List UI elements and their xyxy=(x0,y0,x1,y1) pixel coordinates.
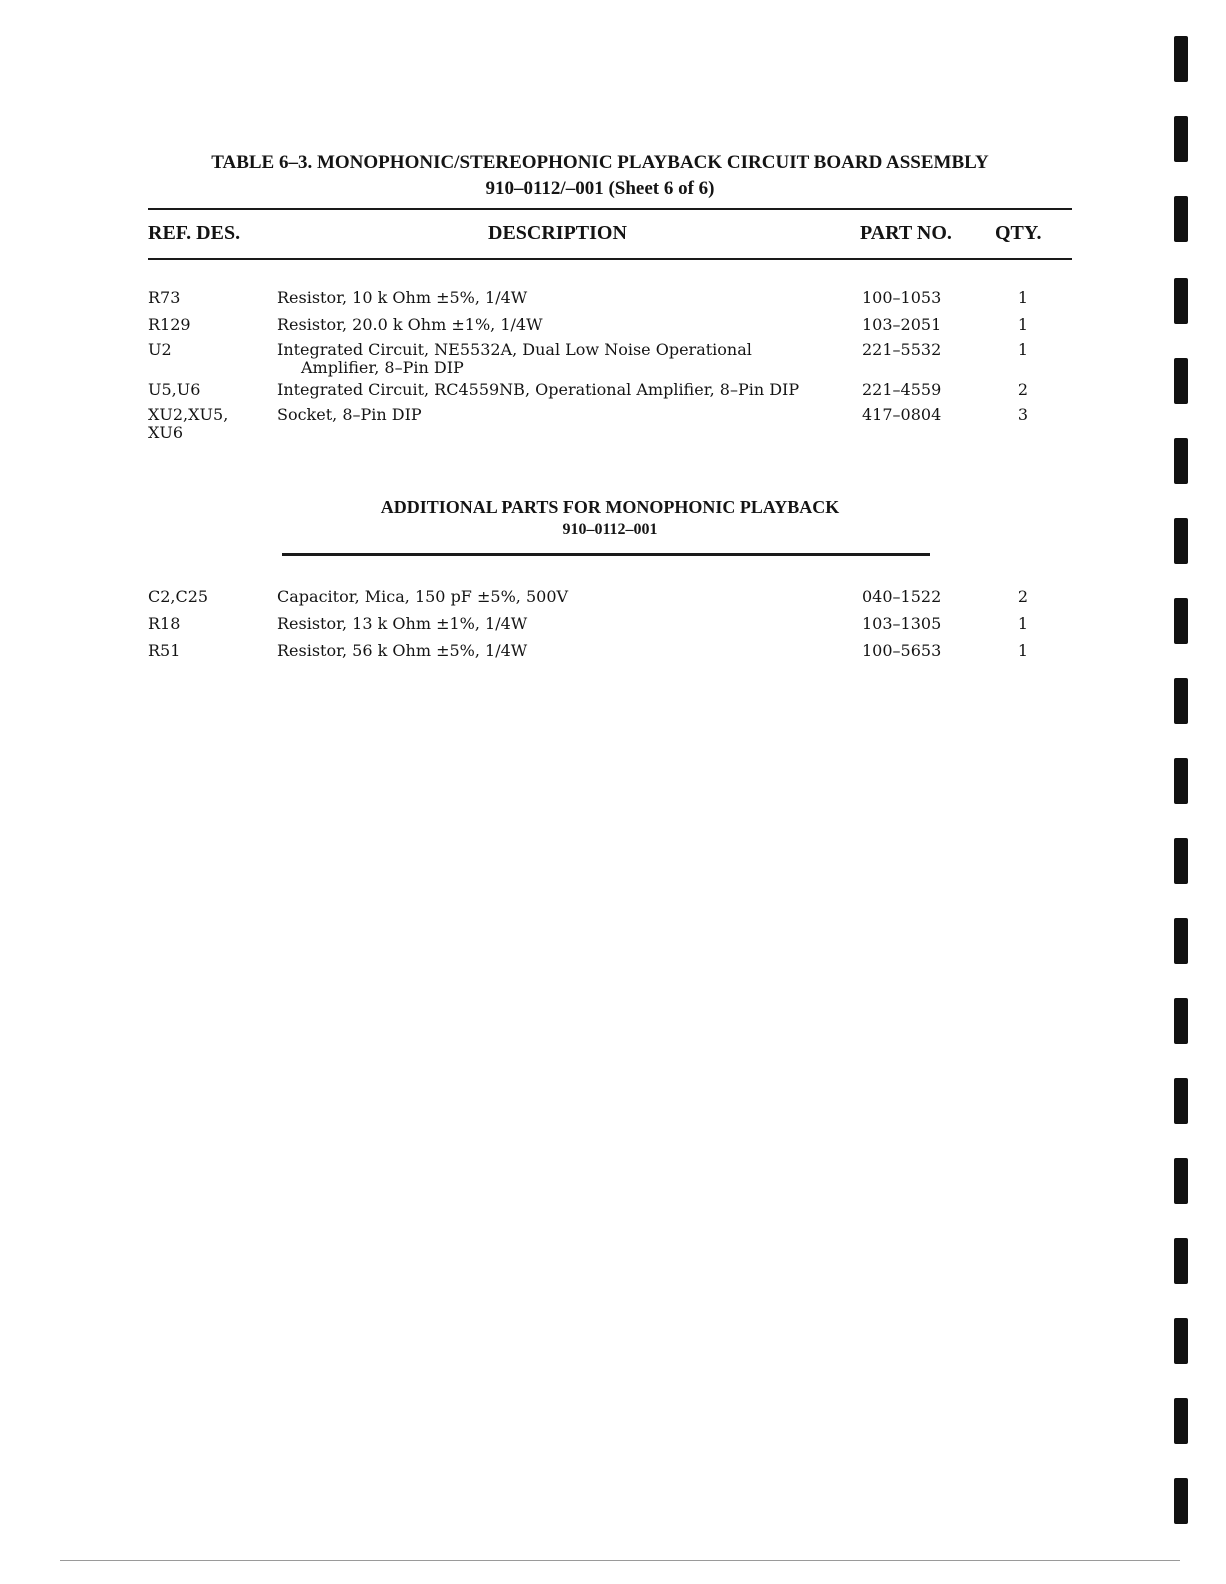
binding-mark xyxy=(1174,1238,1188,1284)
binding-mark xyxy=(1174,116,1188,162)
binding-mark xyxy=(1174,1478,1188,1524)
quantity: 3 xyxy=(1017,405,1029,424)
binding-mark xyxy=(1174,838,1188,884)
binding-mark xyxy=(1174,678,1188,724)
table-title-line2: 910–0112/–001 (Sheet 6 of 6) xyxy=(485,178,715,199)
ref-designator: R51 xyxy=(148,641,181,660)
description: Socket, 8–Pin DIP xyxy=(277,405,422,424)
description: Resistor, 20.0 k Ohm ±1%, 1/4W xyxy=(277,315,543,334)
binding-mark xyxy=(1174,358,1188,404)
quantity: 2 xyxy=(1017,587,1029,606)
part-number: 221–4559 xyxy=(862,380,942,399)
binding-mark xyxy=(1174,36,1188,82)
ref-designator-line: XU2,XU5, xyxy=(148,405,229,424)
part-number: 100–1053 xyxy=(862,288,942,307)
ref-designator-continuation: XU6 xyxy=(148,423,184,442)
column-header-description: DESCRIPTION xyxy=(488,222,627,244)
header-top-rule xyxy=(148,208,1072,210)
page-bottom-edge xyxy=(60,1560,1180,1561)
column-header-quantity: QTY. xyxy=(995,222,1042,244)
table-title xyxy=(120,150,1080,202)
ref-designator: C2,C25 xyxy=(148,587,209,606)
binding-mark xyxy=(1174,1318,1188,1364)
description: Integrated Circuit, RC4559NB, Operational Amplifier, 8–Pin DIP xyxy=(277,380,800,399)
binding-mark xyxy=(1174,918,1188,964)
description: Capacitor, Mica, 150 pF ±5%, 500V xyxy=(277,587,569,606)
binding-mark xyxy=(1174,1078,1188,1124)
description-continuation: Amplifier, 8–Pin DIP xyxy=(301,358,464,377)
binding-mark xyxy=(1174,598,1188,644)
quantity: 1 xyxy=(1017,288,1029,307)
part-number: 103–1305 xyxy=(862,614,942,633)
binding-mark xyxy=(1174,1158,1188,1204)
binding-mark xyxy=(1174,758,1188,804)
additional-parts-rule xyxy=(282,553,930,556)
quantity: 1 xyxy=(1017,340,1029,359)
part-number: 100–5653 xyxy=(862,641,942,660)
part-number: 221–5532 xyxy=(862,340,942,359)
quantity: 2 xyxy=(1017,380,1029,399)
binding-mark xyxy=(1174,278,1188,324)
column-header-ref: REF. DES. xyxy=(148,222,241,244)
column-header-part-number: PART NO. xyxy=(860,222,952,244)
part-number: 417–0804 xyxy=(862,405,942,424)
binding-mark xyxy=(1174,1398,1188,1444)
binding-mark xyxy=(1174,438,1188,484)
ref-designator xyxy=(148,406,268,442)
quantity: 1 xyxy=(1017,315,1029,334)
ref-designator: U5,U6 xyxy=(148,380,201,399)
quantity: 1 xyxy=(1017,641,1029,660)
description-line: Integrated Circuit, NE5532A, Dual Low Noise Operational xyxy=(277,340,752,359)
table-title-line1: TABLE 6–3. MONOPHONIC/STEREOPHONIC PLAYBACK CIRCUIT BOARD ASSEMBLY xyxy=(211,152,989,173)
part-number: 103–2051 xyxy=(862,315,942,334)
binding-mark xyxy=(1174,196,1188,242)
ref-designator: R129 xyxy=(148,315,191,334)
description: Resistor, 10 k Ohm ±5%, 1/4W xyxy=(277,288,528,307)
ref-designator: U2 xyxy=(148,340,172,359)
ref-designator: R73 xyxy=(148,288,181,307)
description: Resistor, 56 k Ohm ±5%, 1/4W xyxy=(277,641,528,660)
header-bottom-rule xyxy=(148,258,1072,260)
additional-parts-title: ADDITIONAL PARTS FOR MONOPHONIC PLAYBACK xyxy=(380,497,840,517)
ref-designator: R18 xyxy=(148,614,181,633)
quantity: 1 xyxy=(1017,614,1029,633)
binding-mark xyxy=(1174,998,1188,1044)
part-number: 040–1522 xyxy=(862,587,942,606)
binding-mark xyxy=(1174,518,1188,564)
description xyxy=(277,341,837,377)
additional-parts-number: 910–0112–001 xyxy=(562,521,658,538)
description: Resistor, 13 k Ohm ±1%, 1/4W xyxy=(277,614,528,633)
